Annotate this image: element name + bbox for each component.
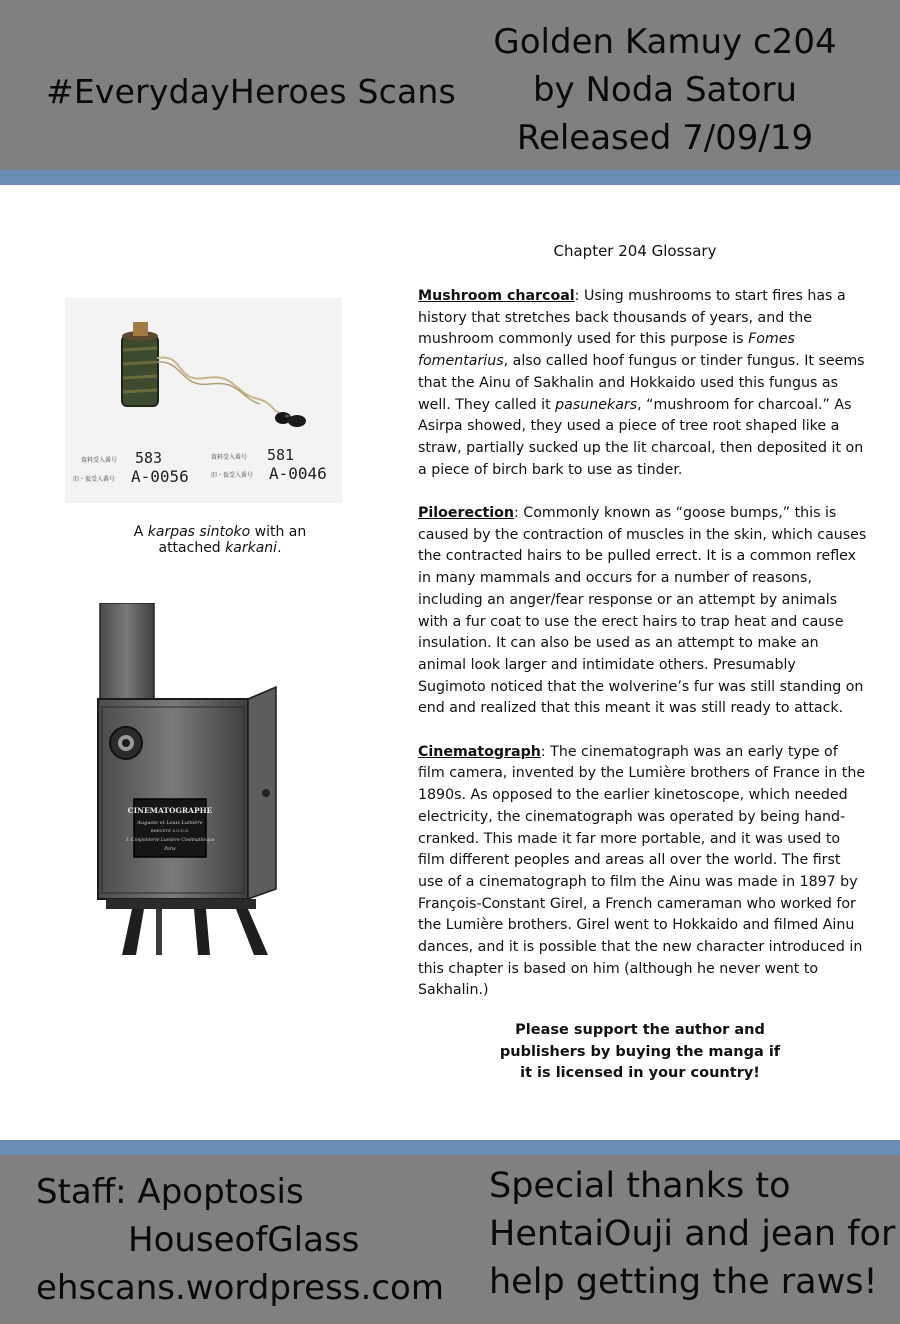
right-tag-number-2: A-0046 bbox=[269, 464, 327, 483]
glossary-entry-cinematograph bbox=[418, 742, 868, 1002]
left-tag-label-1: 資料受入番号 bbox=[81, 457, 118, 464]
staff-line: HouseofGlass bbox=[128, 1220, 360, 1260]
term-mushroom-charcoal: Mushroom charcoal bbox=[418, 288, 575, 304]
caption-text: attached bbox=[158, 540, 226, 556]
support-line: Please support the author and bbox=[515, 1022, 765, 1038]
term-piloerection: Piloerection bbox=[418, 505, 515, 522]
support-message bbox=[470, 1020, 810, 1085]
plate-line: 3. Conjointerie Lumière Cinémathèque bbox=[125, 838, 215, 843]
release-info bbox=[470, 18, 860, 162]
site-url: ehscans.wordpress.com bbox=[36, 1268, 444, 1308]
group-name: #EverydayHeroes Scans bbox=[46, 72, 456, 111]
release-title: Golden Kamuy c204 bbox=[493, 22, 837, 62]
entry-text: , also called hoof fungus or tinder fungus. It seems that the Ainu of Sakhalin and Hokkaido used this fungus as well. They called it bbox=[418, 353, 865, 413]
cinematograph-photo bbox=[96, 603, 278, 955]
entry-text: , “mushroom for charcoal.” As Asirpa showed, they used a piece of tree root shaped like a straw, partially sucked up the lit charcoal, then deposited it on a piece of birch bark to use as tinder. bbox=[418, 396, 864, 478]
support-line: it is licensed in your country! bbox=[520, 1065, 760, 1082]
special-thanks bbox=[489, 1162, 895, 1306]
entry-text: : The cinematograph was an early type of film camera, invented by the Lumière brothers of France in the 1890s. As opposed to the earlier kinetoscope, which needed electricity, the cinematograph was operated by being hand-cranked. This made it far more portable, and it was used to film different peoples and areas all over the world. The first use of a cinematograph to film the Ainu was made in 1897 by François-Constant Girel, a French cameraman who worked for the Lumière brothers. Girel went to Hokkaido and filmed Ainu dances, and it is possible that the new character introduced in this chapter is based on him (although he never went to Sakhalin.) bbox=[418, 743, 866, 999]
entry-text: : Commonly known as “goose bumps,” this is caused by the contraction of muscles in the skin, which causes the contracted hairs to be pulled errect. It is a common reflex in many mammals and occurs for a number of reasons, including an anger/fear response or an attempt by animals with a fur coat to use the erect hairs to trap heat and cause insulation. It can also be used as an attempt to make an animal look larger and intimidate others. Presumably Sugimoto noticed that the wolverine’s fur was still standing on end and realized that this meant it was still ready to attack. bbox=[418, 505, 867, 717]
header-accent-band bbox=[0, 170, 900, 185]
left-tag-number-1: 583 bbox=[135, 449, 163, 467]
entry-italic: Fomes fomentarius bbox=[418, 331, 795, 370]
entry-italic: pasunekars bbox=[555, 396, 638, 413]
right-tag-label-1: 資料受入番号 bbox=[211, 454, 248, 461]
plate-line: Auguste et Louis Lumière bbox=[137, 820, 203, 826]
footer-accent-band bbox=[0, 1140, 900, 1155]
karpas-sintoko-caption bbox=[95, 524, 345, 556]
thanks-line: Special thanks to bbox=[489, 1166, 791, 1206]
term-cinematograph: Cinematograph bbox=[418, 743, 541, 760]
caption-text: A bbox=[133, 524, 148, 540]
glossary-title: Chapter 204 Glossary bbox=[553, 242, 717, 260]
glossary-entry-piloerection bbox=[418, 503, 868, 720]
plate-line: BREVETÉ S.G.D.G. bbox=[150, 828, 190, 833]
staff-credits bbox=[36, 1168, 444, 1312]
caption-text: . bbox=[277, 540, 282, 556]
caption-italic-term: karpas sintoko bbox=[147, 524, 251, 540]
right-tag-number-1: 581 bbox=[267, 446, 295, 464]
right-tag-label-2: 旧・仮受入番号 bbox=[211, 472, 254, 479]
release-author: by Noda Satoru bbox=[532, 70, 798, 110]
thanks-line: help getting the raws! bbox=[489, 1262, 878, 1302]
left-tag-number-2: A-0056 bbox=[131, 467, 189, 486]
karpas-sintoko-photo bbox=[65, 298, 342, 503]
release-date: Released 7/09/19 bbox=[516, 118, 814, 158]
entry-text: : Using mushrooms to start fires has a history that stretches back thousands of years, and the mushroom commonly used for this purpose is bbox=[418, 288, 846, 348]
left-tag-label-2: 旧・仮受入番号 bbox=[73, 476, 116, 483]
plate-line: Paris bbox=[164, 847, 176, 852]
thanks-line: HentaiOuji and jean for bbox=[489, 1214, 896, 1254]
caption-text: with an bbox=[250, 524, 307, 540]
plate-title: CINEMATOGRAPHE bbox=[127, 806, 213, 815]
staff-line: Staff: Apoptosis bbox=[36, 1172, 304, 1212]
glossary-body bbox=[418, 286, 868, 1024]
cinematograph-illustration bbox=[96, 603, 278, 955]
glossary-entry-mushroom-charcoal bbox=[418, 286, 868, 481]
support-line: publishers by buying the manga if bbox=[499, 1043, 781, 1060]
caption-italic-term: karkani bbox=[225, 540, 278, 556]
